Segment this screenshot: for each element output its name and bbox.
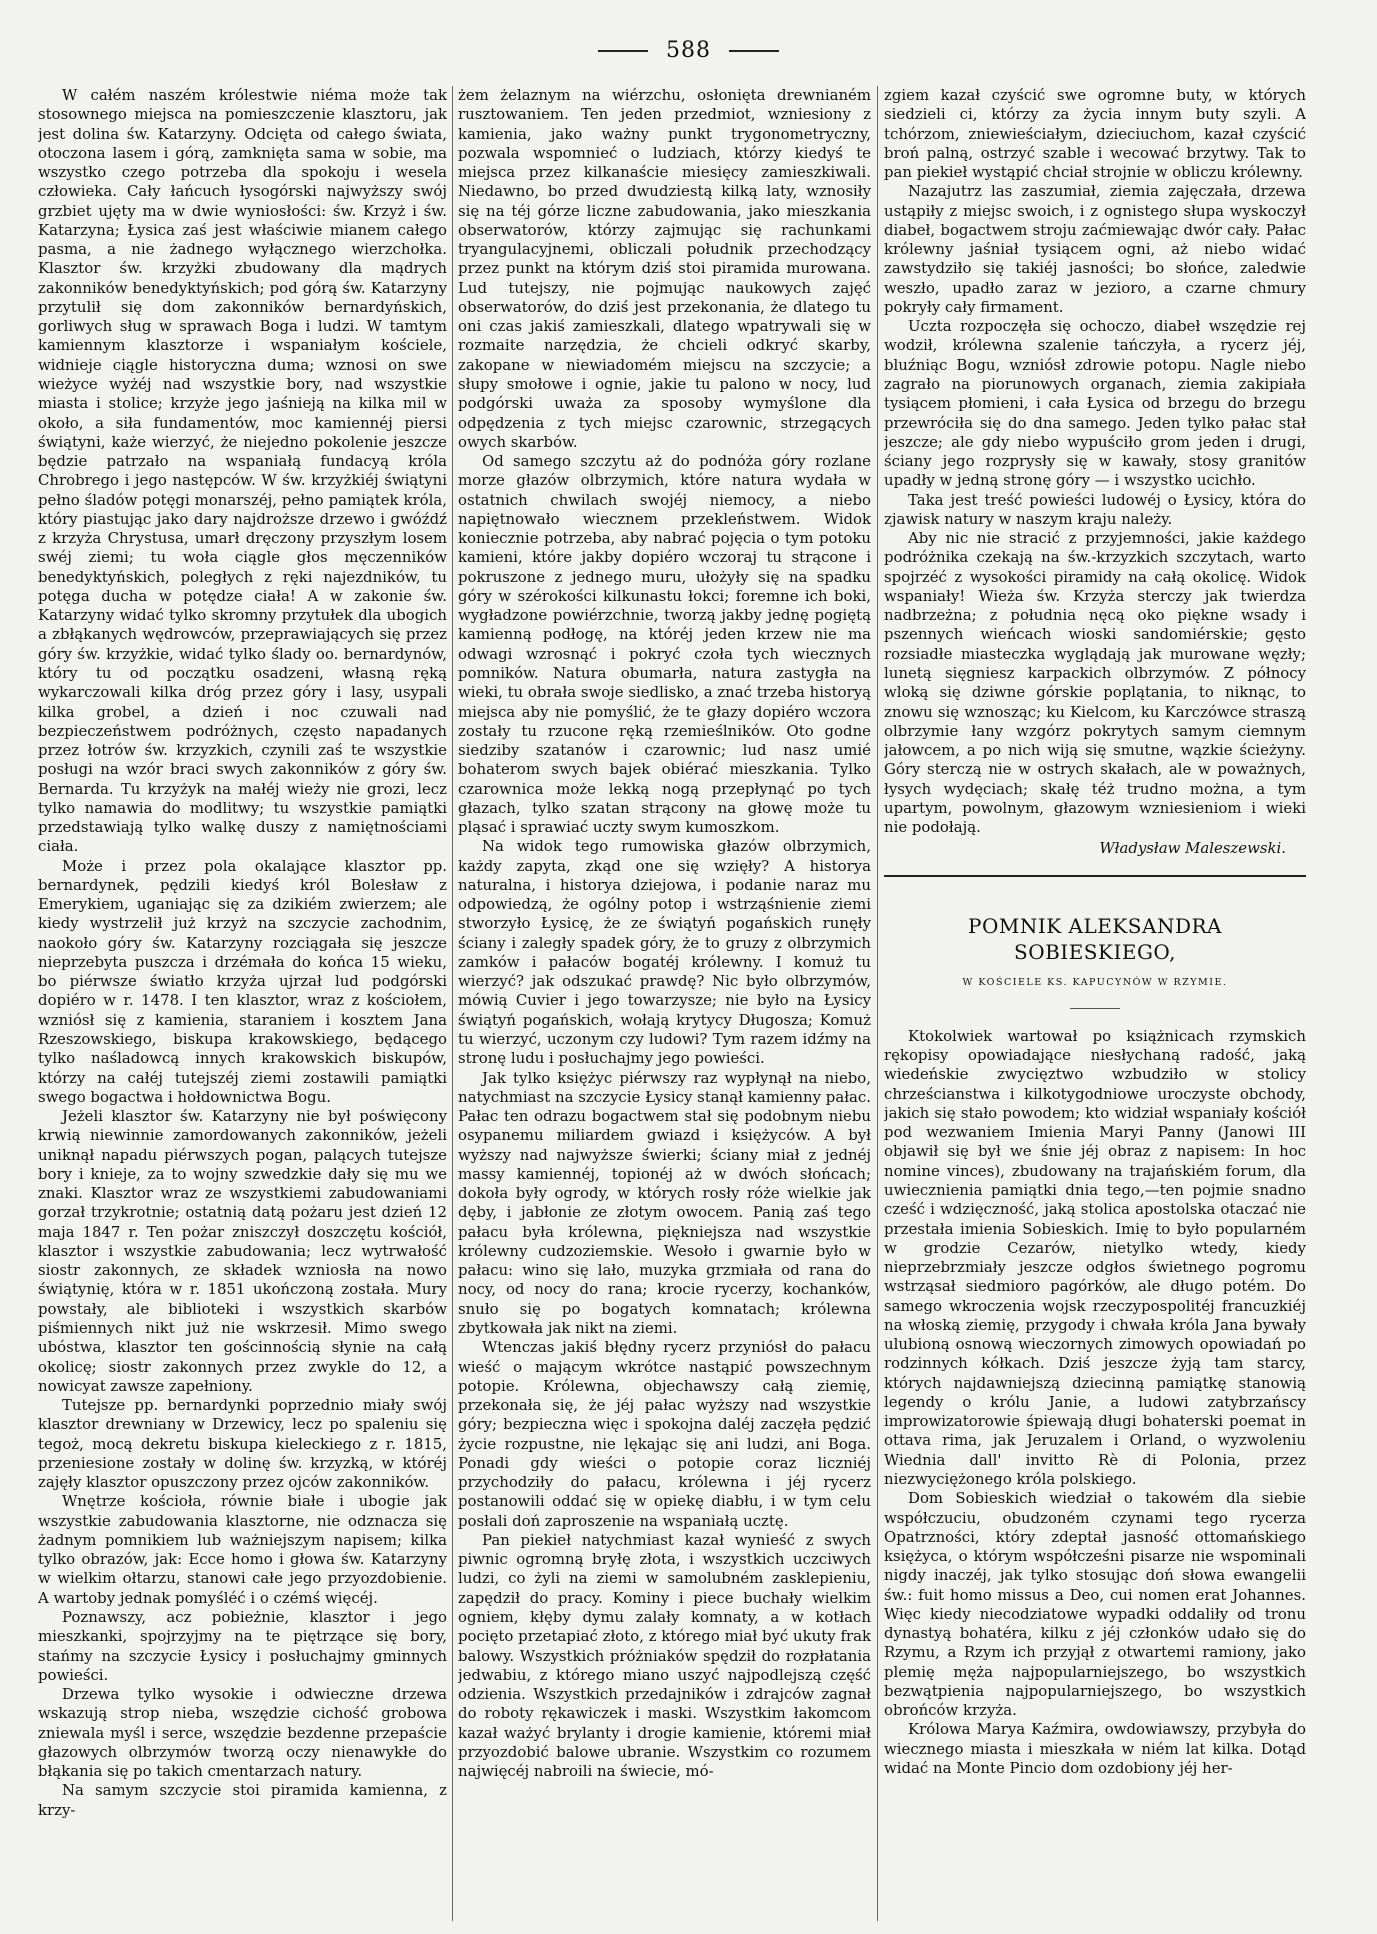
paragraph: żem żelaznym na wiérzchu, osłonięta drewnianém rusztowaniem. Ten jeden przedmiot, wzniesiony z kamienia, jako ważny punkt trygonometryczny, pozwala wspomnieć o ludziach, którzy kiedyś te miejsca przez kilkanaście miesięcy zamieszkiwali. Niedawno, bo przed dwudziestą kilką laty, wznosiły się na téj górze liczne zabudowania, jako mieszkania obserwatorów, którzy zajmując się rachunkami tryangulacyjnemi, obliczali południk przechodzący przez punkt na którym dziś stoi piramida murowana. Lud tutejszy, nie pojmując naukowych zajęć obserwatorów, do dziś jest przekonania, że dlatego tu oni czas jakiś zamieszkali, dlatego wpatrywali się w rozmaite narzędzia, że chcieli odkryć skarby, zakopane w niewiadomém miejscu na szczycie; a słupy smołowe i ognie, jakie tu palono w nocy, lud podgórski uważa za sposoby wymyślone dla odpędzenia z tych miejsc czarownic, strzegących owych skarbów. <box>458 86 871 451</box>
header-rule-right <box>729 50 779 52</box>
author-signature: Władysław Maleszewski. <box>1099 839 1286 858</box>
paragraph: Wtenczas jakiś błędny rycerz przyniósł do pałacu wieść o mającym wkrótce nastąpić powszechnym potopie. Królewna, objechawszy całą ziemię, przekonała się, że jéj pałac wyższy nad wszystkie góry; bezpieczna więc i spokojna daléj zaczęła pędzić życie rozpustne, nie lękając się ani ludzi, ani Boga. Ponadi gdy wieści o potopie coraz liczniéj przychodziły do pałacu, królewna i jéj rycerz postanowili oddać się w opiekę diabłu, i w tym celu posłali doń zaproszenie na wspaniałą ucztę. <box>458 1338 871 1530</box>
article-title: POMNIK ALEKSANDRA SOBIESKIEGO, <box>968 913 1222 964</box>
paragraph: Nazajutrz las zaszumiał, ziemia zajęczała, drzewa ustąpiły z miejsc swoich, i z ognistego słupa wyskoczył diabeł, bogactwem stroju zaćmiewając dwór cały. Pałac królewny jaśniał tysiącem ogni, aż niebo widać zawstydziło się takiéj jasności; bo słońce, zaledwie weszło, upadło zaraz w jezioro, a czarne chmury pokryły cały firmament. <box>884 182 1306 316</box>
paragraph: Uczta rozpoczęła się ochoczo, diabeł wszędzie rej wodził, królewna szalenie tańczyła, a rycerz jéj, bluźniąc Bogu, wzniósł zdrowie potopu. Nagle niebo zagrało na piorunowych organach, ziemia zakipiała tysiącem płomieni, i cała Łysica od brzegu do brzegu przewróciła się do dna samego. Jeden tylko pałac stał jeszcze; ale gdy niebo wypuściło grom jeden i drugi, ściany jego rozprysły się w kawały, stosy granitów upadły w jedną stronę góry — i wszystko ucichło. <box>884 317 1306 490</box>
paragraph: Dom Sobieskich wiedział o takowém dla siebie współczuciu, obudzoném czynami tego rycerza Opatrzności, który zdeptał jasność ottomańskiego księżyca, o którym współcześni pisarze nie wspominali nigdy inaczéj, jak tylko stosując doń słowa ewangelii św.: fuit homo missus a Deo, cui nomen erat Johannes. Więc kiedy niecodziatowe wypadki oddaliły od tronu dynastyą bohatéra, kilku z jéj członków udało się do Rzymu, a Rzym ich przyjął z otwartemi ramiony, jako plemię męża najpopularniejszego, bo wszystkich bezwątpienia najpopularniejszego, bo wszystkich obrońców krzyża. <box>884 1489 1306 1720</box>
column-3 <box>884 86 1306 1921</box>
page-header <box>0 38 1377 63</box>
column-2 <box>458 86 871 1921</box>
paragraph: Na widok tego rumowiska głazów olbrzymich, każdy zapyta, zkąd one się wzięły? A historya naturalna, i historya dziejowa, i podanie naraz mu odpowiedzą, że ogólny potop i wstrząśnienie ziemi stworzyło Łysicę, że ze świątyń pogańskich runęły ściany i zaległy spadek góry, że to gruzy z olbrzymich zamków i pałaców bogatéj królewny. I komuż tu wierzyć? jak odszukać prawdę? Nic było olbrzymów, mówią Cuvier i jego towarzysze; nie było na Łysicy świątyń pogańskich, wołają krytycy Długosza; Komuż tu wierzyć, uczonym czy ludowi? Tym razem idźmy na stronę ludu i posłuchajmy jego powieści. <box>458 837 871 1068</box>
paragraph: Aby nic nie stracić z przyjemności, jakie każdego podróżnika czekają na św.-krzyzkich szczytach, warto spojrzéć z wysokości piramidy na całą okolicę. Widok wspaniały! Wieża św. Krzyża sterczy jak twierdza nadbrzeżna; z południa nęcą oko piękne wsady i pszennych wieńcach wioski sandomiérskie; gęsto rozsiadłe miasteczka wyglądają jak murowane węzły; lunetą sięgniesz karpackich olbrzymów. Z północy wloką się dziwne górskie poplątania, to niknąc, to znowu się wznosząc; ku Kielcom, ku Karczówce straszą olbrzymie łany wzgórz pokrytych samym ciemnym jałowcem, a po nich wiją się smutne, wązkie ścieżyny. Góry sterczą nie w ostrych skałach, ale w poważnych, łysych wydęciach; skałę téż trudno można, a tym upartym, powolnym, głazowym wzniesieniom i wieki nie podołają. <box>884 529 1306 837</box>
paragraph: Jak tylko księżyc piérwszy raz wypłynął na niebo, natychmiast na szczycie Łysicy stanął kamienny pałac. Pałac ten odrazu bogactwem stał się podobnym niebu osypanemu miliardem gwiazd i księżyców. A był wyższy nad najwyższe świerki; ściany miał z jednéj massy kamiennéj, topionéj aż w dwóch słońcach; dokoła były ogrody, w których rosły róże wielkie jak dęby, i jabłonie ze złotym owocem. Panią zaś tego pałacu była królewna, piękniejsza nad wszystkie królewny cudzoziemskie. Wesoło i gwarnie było w pałacu: wino się lało, muzyka grzmiała od rana do nocy, od nocy do rana; krocie rycerzy, kochanków, snuło się po bogatych komnatach; królewna zbytkowała jak nikt na ziemi. <box>458 1068 871 1337</box>
column-1 <box>38 86 447 1921</box>
paragraph: Może i przez pola okalające klasztor pp. bernardynek, pędzili kiedyś król Bolesław z Emerykiem, uganiając się za dzikiém zwierzem; ale kiedy wystrzelił już krzyż na szczycie zachodnim, naokoło góry św. Katarzyny rozciągała się jeszcze nieprzebyta puszcza i drzémała do końca 15 wieku, bo piérwsze światło krzyża ujrzał lud podgórski dopiéro w r. 1478. I ten klasztor, wraz z kościołem, wzniósł się z kamienia, staraniem i kosztem Jana Rzeszowskiego, biskupa krakowskiego, będącego tylko naśladowcą innych krakowskich biskupów, którzy na całéj tutejszéj ziemi zostawili pamiątki swego bogactwa i hołdownictwa Bogu. <box>38 856 447 1106</box>
paragraph: Od samego szczytu aż do podnóża góry rozlane morze głazów olbrzymich, które natura wydała w ostatnich chwilach swojéj niemocy, a niebo napiętnowało wiecznem przekleństwem. Widok koniecznie potrzeba, aby nabrać pojęcia o tym potoku kamieni, które jakby dopiéro wczoraj tu strącone i pokruszone z jednego muru, ułożyły się na spadku góry w szérokości kilkunastu łokci; foremne ich boki, wygładzone powiérzchnie, tworzą jakby jednę pogiętą kamienną podłogę, na któréj jeden krzew nie ma odwagi wzrosnąć i pokryć czoła tych wiecznych pomników. Natura obumarła, natura zastygła na wieki, tu obrała swoje siedlisko, a znać trzeba historyą miejsca aby nie pomyślić, że te głazy dopiéro wczora zostały tu rzucone ręką rzemieślników. Oto godne siedziby szatanów i czarownic; lud nasz umié bohaterom swych bajek obiérać mieszkania. Tylko czarownica może lekką nogą przepłynąć po tych głazach, tylko szatan strącony na głowę może tu pląsać i sprawiać uczty swym kumoszkom. <box>458 452 871 837</box>
article-subtitle: W KOŚCIELE KS. KAPUCYNÓW W RZYMIE. <box>962 976 1228 988</box>
paragraph: W całém naszém królestwie niéma może tak stosownego miejsca na pomieszczenie klasztoru, jak jest dolina św. Katarzyny. Odcięta od całego świata, otoczona lasem i górą, zamknięta sama w sobie, ma wszystko czego potrzeba dla spokoju i wesela człowieka. Cały łańcuch łysogórski najwyższy swój grzbiet ujęty ma w dwie wyniosłości: św. Krzyż i św. Katarzyna; Łysica zaś jest właściwie mianem całego pasma, a nie żadnego wyłącznego wierzchołka. Klasztor św. krzyżki zbudowany dla mądrych zakonników benedyktyńskich; pod górą św. Katarzyny przytulił się dom zakonników bernardyńskich, gorliwych sług w sprawach Boga i ludzi. W tamtym kamiennym klasztorze i wspaniałym kościele, widnieje ciągle historyczna duma; wznosi on swe wieżyce wyżéj nad wszystkie bory, nad wszystkie miasta i stolice; krzyże jego jaśnieją na kilka mil w około, a siła fundamentów, moc kamiennéj piersi świątyni, każe wierzyć, że niejedno pokolenie jeszcze będzie patrzało na wspaniałą fundacyą króla Chrobrego i jego następców. W św. krzyżkiéj świątyni pełno śladów potęgi monarszéj, pełno pamiątek króla, który piastując jako dary najdroższe drzewo i gwóźdź z krzyża Chrystusa, umarł dręczony przyszłym losem swéj ziemi; tu woła ciągle głos męczenników benedyktyńskich, poległych z ręki najezdników, tu potęga ducha w potędze ciała! A w zakonie św. Katarzyny widać tylko skromny przytułek dla ubogich a zbłąkanych wędrowców, przeprawiających się przez góry św. krzyżkie, widać tylko ślady oo. bernardynów, który tu od początku osadzeni, własną ręką wykarczowali kilka dróg przez góry i lasy, usypali kilka grobel, a dzień i noc czuwali nad bezpieczeństwem podróżnych, często napadanych przez łotrów św. krzyzkich, czynili zaś te wszystkie posługi na wzór braci swych zakonników z góry św. Bernarda. Tu krzyżyk na małéj wieży nie grozi, lecz tylko namawia do modlitwy; tu wszystkie pamiątki przedstawiają tylko walkę duszy z namiętnościami ciała. <box>38 86 447 856</box>
section-divider <box>884 875 1306 877</box>
paragraph: Na samym szczycie stoi piramida kamienna, z krzy- <box>38 1781 447 1819</box>
paragraph: Taka jest treść powieści ludowéj o Łysicy, która do zjawisk natury w naszym kraju należy. <box>884 490 1306 528</box>
page-number: 588 <box>666 38 711 63</box>
paragraph: Królowa Marya Kaźmira, owdowiawszy, przybyła do wiecznego miasta i mieszkała w niém lat kilka. Dotąd widać na Monte Pincio dom ozdobiony jéj her- <box>884 1720 1306 1777</box>
paragraph: Poznawszy, acz pobieżnie, klasztor i jego mieszkanki, spojrzyjmy na te piętrzące się bory, stańmy na szczycie Łysicy i posłuchajmy gminnych powieści. <box>38 1607 447 1684</box>
paragraph: Jeżeli klasztor św. Katarzyny nie był poświęcony krwią niewinnie zamordowanych zakonników, jeżeli uniknął napadu piérwszych pogan, palących tutejsze bory i knieje, za to wojny szwedzkie dały się mu we znaki. Klasztor wraz ze wszystkiemi zabudowaniami gorzał trzykrotnie; ostatnią datą pożaru jest dzień 12 maja 1847 r. Ten pożar zniszczył doszczętu kościół, klasztor i wszystkie zabudowania; lecz wytrwałość siostr zakonnych, ze składek wzniosła na nowo świątynię, która w r. 1851 ukończoną została. Mury powstały, ale biblioteki i wszystkich skarbów piśmiennych nikt już nie wskrzesił. Mimo swego ubóstwa, klasztor ten gościnnością słynie na całą okolicę; siostr zakonnych przez zwykle do 12, a nowicyat zawsze zapełniony. <box>38 1107 447 1395</box>
paragraph: zgiem kazał czyścić swe ogromne buty, w których siedzieli ci, którzy za życia innym buty szyli. A tchórzom, zniewieściałym, dzieciuchom, kazał czyścić broń palną, ostrzyć szable i wecować brzytwy. Tak to pan piekieł wystąpić chciał strojnie w obliczu królewny. <box>884 86 1306 182</box>
paragraph: Wnętrze kościoła, równie białe i ubogie jak wszystkie zabudowania klasztorne, nie odznacza się żadnym pomnikiem lub ważniejszym napisem; kilka tylko obrazów, jak: Ecce homo i głowa św. Katarzyny w wielkim ołtarzu, stanowi całe jego przyozdobienie. A wartoby jednak pomyśléć i o czémś więcéj. <box>38 1492 447 1607</box>
header-rule-left <box>598 50 648 52</box>
paragraph: Tutejsze pp. bernardynki poprzednio miały swój klasztor drewniany w Drzewicy, lecz po spaleniu się tegoż, mocą dekretu biskupa kieleckiego z r. 1815, przeniesione zostały w dolinę św. krzyzką, w któréj zajęły klasztor opuszczony przez ojców zakonników. <box>38 1396 447 1492</box>
column-divider-2 <box>877 86 878 1921</box>
title-rule <box>1070 1008 1120 1009</box>
paragraph: Ktokolwiek wartował po książnicach rzymskich rękopisy opowiadające niesłychaną radość, jaką wiedeńskie zwycięztwo wzbudziło w stolicy chrześcianstwa i kilkotygodniowe uroczyste obchody, jakich się stało powodem; kto widział wspaniały kościół pod wezwaniem Imienia Maryi Panny (Janowi III objawił się był we śnie jéj obraz z napisem: In hoc nomine vinces), zbudowany na trajańskiém forum, dla uwiecznienia pamiątki dnia tego,—ten pojmie snadno cześć i wdzięczność, jaką stolica apostolska otaczać nie przestała imienia Sobieskich. Imię to było popularném w grodzie Cezarów, nietylko wtedy, kiedy nieprzebrzmiały jeszcze odgłos świetnego pogromu wstrząsał siedmioro pagórków, ale długo potém. Do samego wkroczenia wojsk rzeczypospolitéj francuzkiéj na włoską ziemię, przygody i chwała króla Jana bywały ulubioną osnową wieczornych zimowych opowiadań po rodzinnych kółkach. Dziś jeszcze żyją tam starcy, których najdawniejszą dziecinną pamiątkę stanowią legendy o królu Janie, a ludowi zatybrzańscy improwizatorowie śpiewają długi bohaterski poemat in ottava rima, jak Jeruzalem i Orland, o wyzwoleniu Wiednia dall' invitto Rè di Polonia, przez niezwyciężonego króla polskiego. <box>884 1026 1306 1488</box>
paragraph: Pan piekieł natychmiast kazał wynieść z swych piwnic ogromną bryłę złota, i wszystkich uczciwych ludzi, co żyli na ziemi w samolubném zasklepieniu, zapędził do pracy. Kominy i piece buchały wielkim ogniem, kłęby dymu zalały komnaty, a w kotłach pocięto przetapiać złoto, z którego miał być ukuty frak balowy. Wszystkich próżniaków spędził do rozpłatania jedwabiu, z którego miano uszyć najpodlejszą część odzienia. Wszystkich przedajników i zdrajców zagnał do roboty rękawiczek i maski. Wszystkim łakomcom kazał ważyć brylanty i drogie kamienie, któremi miał przyozdobić balowe ubranie. Wszystkim co rozumem najwięcéj nabroili na świecie, mó- <box>458 1530 871 1781</box>
column-divider-1 <box>452 86 453 1921</box>
paragraph: Drzewa tylko wysokie i odwieczne drzewa wskazują strop nieba, wszędzie cichość grobowa zniewala myśl i serce, wszędzie bezdenne przepaście głazowych olbrzymów tworzą oczy nienawykłe do błąkania się po takich cmentarzach natury. <box>38 1685 447 1781</box>
